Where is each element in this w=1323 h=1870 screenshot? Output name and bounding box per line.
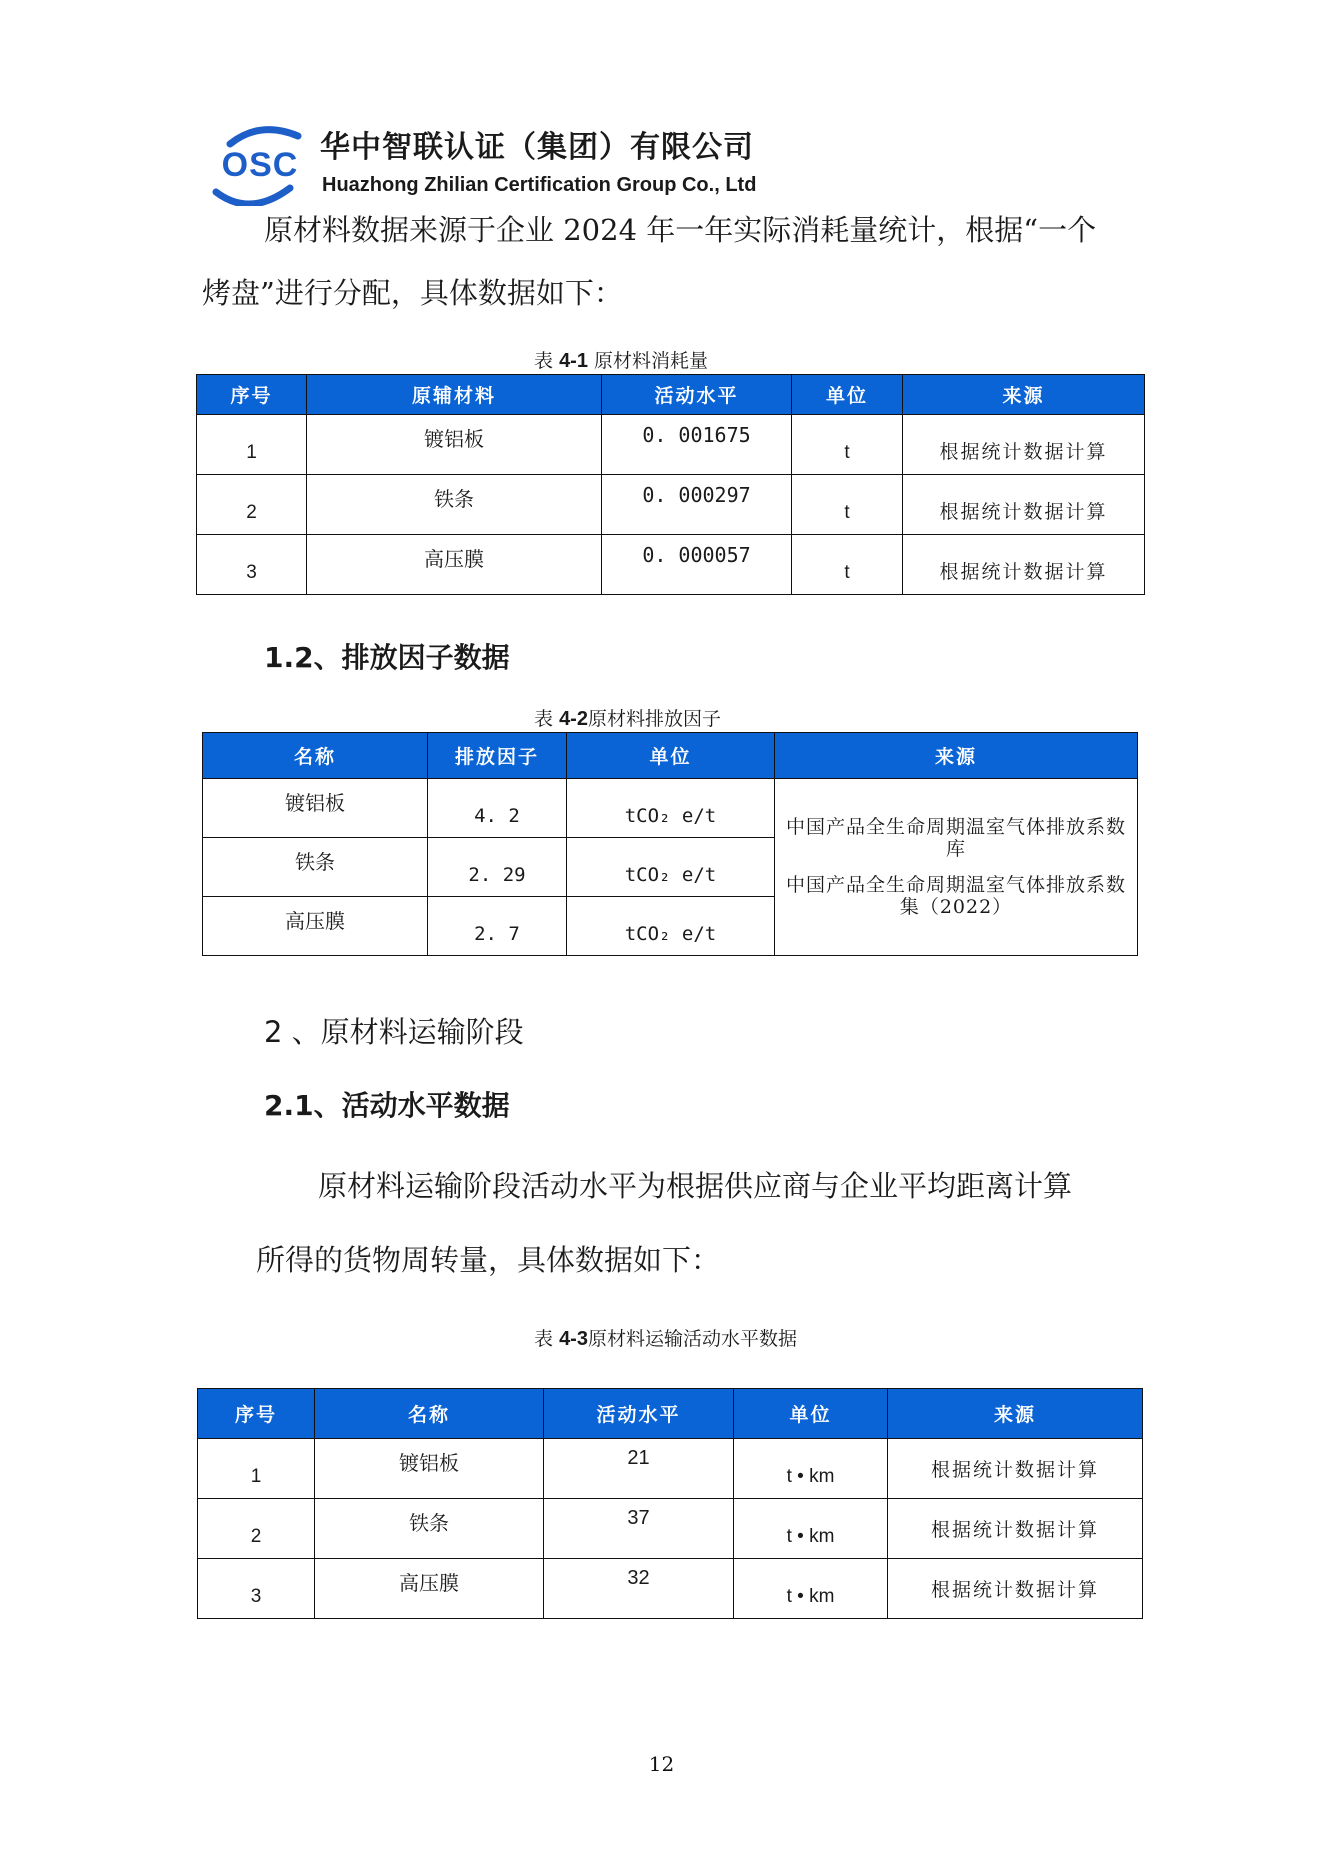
company-name-cn: 华中智联认证（集团）有限公司 [320,130,754,165]
header-name: 名称 [315,1389,544,1439]
page-number: 12 [648,1752,675,1776]
row-factor: 2. 7 [428,897,567,956]
header-activity: 活动水平 [544,1389,734,1439]
header-source: 来源 [903,375,1145,415]
caption-title: 原材料消耗量 [594,350,709,372]
row-source: 根据统计数据计算 [903,475,1145,535]
company-name-en: Huazhong Zhilian Certification Group Co., Ltd [322,174,757,196]
row-name: 铁条 [203,838,428,897]
row-source: 根据统计数据计算 [903,415,1145,475]
merged-source-cell [775,779,1138,956]
row-unit: t [792,415,903,475]
table-row [197,535,1145,595]
header-no: 序号 [198,1389,315,1439]
table-row [198,1439,1143,1499]
row-unit: tCO₂ e/t [567,897,775,956]
table2-caption [534,704,721,731]
para2-line-1: 原材料运输阶段活动水平为根据供应商与企业平均距离计算 [318,1169,1073,1203]
row-unit: tCO₂ e/t [567,838,775,897]
table-emission-factors [202,732,1138,956]
row-source: 根据统计数据计算 [888,1559,1143,1619]
row-name: 镀铝板 [315,1439,544,1499]
section-heading-2: 2 、原材料运输阶段 [264,1015,524,1049]
row-name: 高压膜 [315,1559,544,1619]
caption-prefix: 表 [534,708,554,730]
row-source: 根据统计数据计算 [888,1499,1143,1559]
section-heading-2-1: 2.1、活动水平数据 [264,1089,510,1122]
header-no: 序号 [197,375,307,415]
intro-line-1: 原材料数据来源于企业 2024 年一年实际消耗量统计，根据“一个 [264,213,1097,247]
row-value: 21 [544,1439,734,1499]
table-row [197,475,1145,535]
row-source: 根据统计数据计算 [888,1439,1143,1499]
table-transport-activity [197,1388,1143,1619]
row-name: 镀铝板 [203,779,428,838]
row-value: 32 [544,1559,734,1619]
header-unit: 单位 [567,733,775,779]
row-value: 0. 000057 [602,535,792,595]
row-value: 0. 000297 [602,475,792,535]
caption-title: 原材料运输活动水平数据 [587,1328,797,1350]
table-header-row [197,375,1145,415]
row-unit: t • km [734,1439,888,1499]
row-factor: 2. 29 [428,838,567,897]
row-factor: 4. 2 [428,779,567,838]
row-no: 3 [197,535,307,595]
header-factor: 排放因子 [428,733,567,779]
source-1: 中国产品全生命周期温室气体排放系数库 [785,816,1126,860]
row-no: 2 [198,1499,315,1559]
row-unit: t [792,535,903,595]
header-material: 原辅材料 [307,375,602,415]
header-unit: 单位 [734,1389,888,1439]
header-source: 来源 [888,1389,1143,1439]
table-row [198,1499,1143,1559]
para2-line-2: 所得的货物周转量，具体数据如下： [256,1243,721,1277]
caption-number: 4-1 [559,350,588,372]
table-row [197,415,1145,475]
logo-text: OSC [221,146,299,184]
table3-caption [534,1324,797,1351]
header-activity: 活动水平 [602,375,792,415]
osc-logo-icon [210,122,310,206]
header-unit: 单位 [792,375,903,415]
table-row [203,779,1138,838]
table-row [198,1559,1143,1619]
row-value: 37 [544,1499,734,1559]
table-header-row [203,733,1138,779]
table-header-row [198,1389,1143,1439]
row-value: 0. 001675 [602,415,792,475]
row-unit: t [792,475,903,535]
row-name: 铁条 [315,1499,544,1559]
row-no: 3 [198,1559,315,1619]
row-unit: t • km [734,1499,888,1559]
header-source: 来源 [775,733,1138,779]
row-unit: tCO₂ e/t [567,779,775,838]
table-material-consumption [196,374,1145,595]
row-material: 镀铝板 [307,415,602,475]
row-unit: t • km [734,1559,888,1619]
row-no: 1 [198,1439,315,1499]
source-2: 中国产品全生命周期温室气体排放系数集（2022） [785,874,1126,918]
row-no: 1 [197,415,307,475]
caption-number: 4-3 [559,1328,588,1350]
row-source: 根据统计数据计算 [903,535,1145,595]
row-material: 高压膜 [307,535,602,595]
row-material: 铁条 [307,475,602,535]
caption-number: 4-2 [559,708,588,730]
caption-prefix: 表 [534,1328,554,1350]
company-logo [210,122,310,206]
header-name: 名称 [203,733,428,779]
row-name: 高压膜 [203,897,428,956]
table1-caption [534,346,708,373]
intro-line-2: 烤盘”进行分配，具体数据如下： [202,276,623,310]
section-heading-1-2: 1.2、排放因子数据 [264,641,510,674]
caption-title: 原材料排放因子 [587,708,721,730]
caption-prefix: 表 [534,350,554,372]
row-no: 2 [197,475,307,535]
